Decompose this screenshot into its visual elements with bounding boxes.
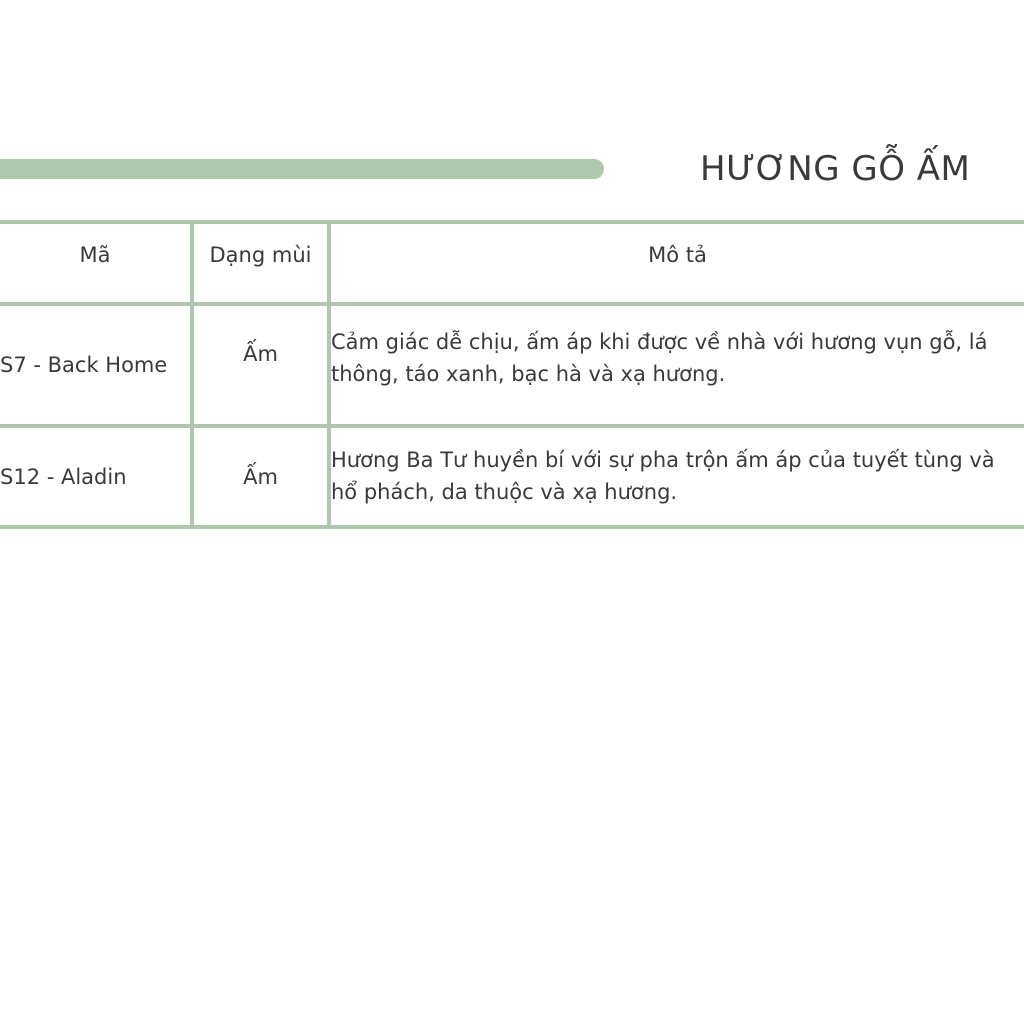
cell-code: S12 - Aladin (0, 426, 192, 527)
accent-bar (0, 159, 604, 179)
cell-description: Hương Ba Tư huyền bí với sự pha trộn ấm áp của tuyết tùng và hổ phách, da thuộc và xạ hương. (329, 426, 1024, 527)
page-title: HƯƠNG GỖ ẤM (700, 149, 971, 189)
table-header-row (0, 222, 1024, 304)
cell-description: Cảm giác dễ chịu, ấm áp khi được về nhà với hương vụn gỗ, lá thông, táo xanh, bạc hà và xạ hương. (329, 304, 1024, 426)
table-row (0, 426, 1024, 527)
column-header-description: Mô tả (329, 222, 1024, 304)
cell-scent-type: Ấm (192, 426, 329, 527)
table-row (0, 304, 1024, 426)
scent-table (0, 220, 1024, 529)
cell-scent-type: Ấm (192, 304, 329, 426)
column-header-type: Dạng mùi (192, 222, 329, 304)
cell-code: S7 - Back Home (0, 304, 192, 426)
scent-table-container (0, 220, 1024, 529)
column-header-code: Mã (0, 222, 192, 304)
